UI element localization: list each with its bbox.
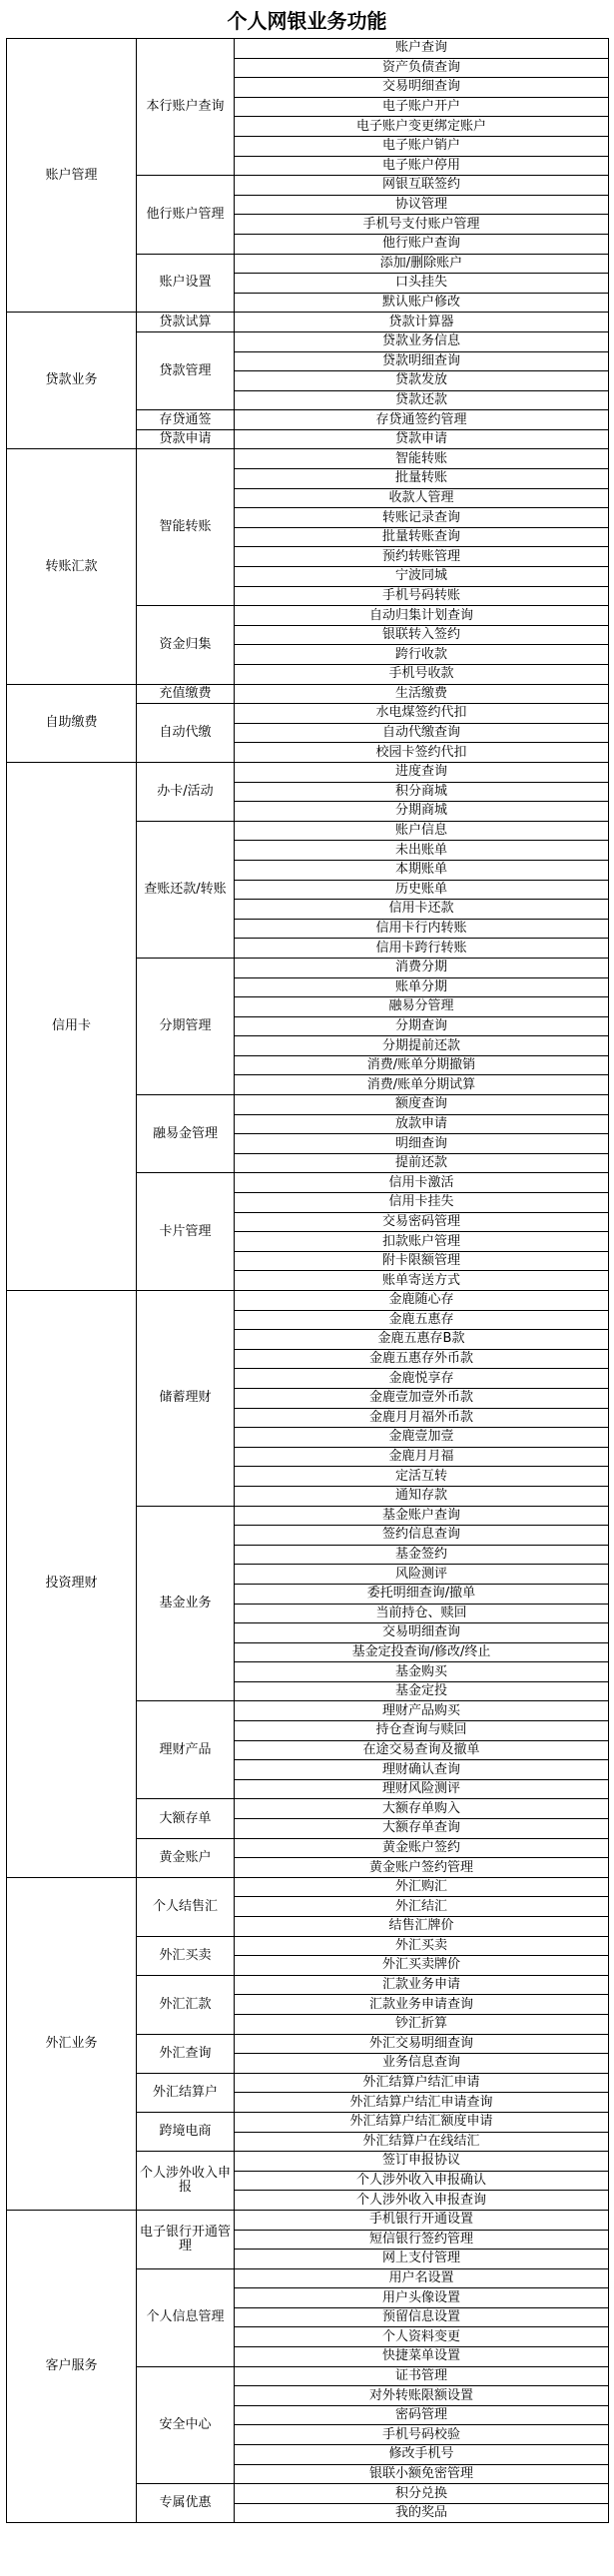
function-cell: 外汇结算户结汇申请查询 — [235, 2093, 609, 2113]
function-cell: 在途交易查询及撤单 — [235, 1740, 609, 1760]
group-cell: 外汇买卖 — [137, 1936, 235, 1975]
function-cell: 账单寄送方式 — [235, 1271, 609, 1291]
function-cell: 金鹿五惠存B款 — [235, 1330, 609, 1350]
function-cell: 基金签约 — [235, 1545, 609, 1565]
function-cell: 分期查询 — [235, 1016, 609, 1036]
function-cell: 对外转账限额设置 — [235, 2386, 609, 2406]
function-cell: 水电煤签约代扣 — [235, 704, 609, 724]
group-cell: 自动代缴 — [137, 704, 235, 763]
group-cell: 办卡/活动 — [137, 762, 235, 821]
category-cell: 信用卡 — [7, 762, 137, 1290]
function-cell: 宁波同城 — [235, 567, 609, 587]
group-cell: 外汇结算户 — [137, 2073, 235, 2112]
function-cell: 金鹿壹加壹外币款 — [235, 1388, 609, 1408]
feature-table-body — [7, 39, 609, 2523]
function-cell: 进度查询 — [235, 762, 609, 782]
group-cell: 跨境电商 — [137, 2112, 235, 2151]
function-cell: 批量转账 — [235, 469, 609, 489]
function-cell: 汇款业务申请查询 — [235, 1995, 609, 2015]
function-cell: 预约转账管理 — [235, 547, 609, 567]
function-cell: 自动归集计划查询 — [235, 606, 609, 626]
function-cell: 协议管理 — [235, 195, 609, 215]
function-cell: 贷款计算器 — [235, 313, 609, 332]
group-cell: 账户设置 — [137, 254, 235, 313]
category-cell: 自助缴费 — [7, 684, 137, 762]
page-title: 个人网银业务功能 — [227, 8, 387, 33]
function-cell: 未出账单 — [235, 841, 609, 861]
function-cell: 积分兑换 — [235, 2484, 609, 2504]
function-cell: 金鹿悦享存 — [235, 1369, 609, 1389]
function-cell: 金鹿五惠存外币款 — [235, 1349, 609, 1369]
group-cell: 安全中心 — [137, 2366, 235, 2484]
function-cell: 基金定投查询/修改/终止 — [235, 1642, 609, 1662]
table-row — [7, 313, 609, 332]
group-cell: 贷款申请 — [137, 429, 235, 449]
function-cell: 理财确认查询 — [235, 1760, 609, 1780]
function-cell: 定活互转 — [235, 1467, 609, 1487]
function-cell: 贷款明细查询 — [235, 351, 609, 371]
function-cell: 金鹿月月福 — [235, 1447, 609, 1467]
function-cell: 本期账单 — [235, 860, 609, 880]
function-cell: 放款申请 — [235, 1114, 609, 1134]
group-cell: 大额存单 — [137, 1799, 235, 1838]
function-cell: 结售汇牌价 — [235, 1917, 609, 1937]
function-cell: 大额存单查询 — [235, 1819, 609, 1839]
group-cell: 个人信息管理 — [137, 2268, 235, 2366]
table-row — [7, 2210, 609, 2230]
function-cell: 汇款业务申请 — [235, 1975, 609, 1995]
function-cell: 理财产品购买 — [235, 1701, 609, 1721]
function-cell: 存贷通签约管理 — [235, 410, 609, 430]
function-cell: 外汇结算户在线结汇 — [235, 2132, 609, 2152]
function-cell: 手机号收款 — [235, 665, 609, 685]
group-cell: 查账还款/转账 — [137, 821, 235, 958]
category-cell: 转账汇款 — [7, 449, 137, 684]
function-cell: 银联转入签约 — [235, 625, 609, 645]
group-cell: 外汇查询 — [137, 2034, 235, 2073]
function-cell: 口头挂失 — [235, 274, 609, 294]
function-cell: 当前持仓、赎回 — [235, 1604, 609, 1623]
function-cell: 交易密码管理 — [235, 1212, 609, 1232]
function-cell: 外汇买卖牌价 — [235, 1956, 609, 1976]
category-cell: 贷款业务 — [7, 313, 137, 449]
group-cell: 个人结售汇 — [137, 1877, 235, 1936]
function-cell: 信用卡跨行转账 — [235, 939, 609, 959]
function-cell: 批量转账查询 — [235, 527, 609, 547]
function-cell: 手机银行开通设置 — [235, 2210, 609, 2230]
function-cell: 预留信息设置 — [235, 2307, 609, 2327]
function-cell: 手机号码校验 — [235, 2425, 609, 2445]
function-cell: 信用卡行内转账 — [235, 919, 609, 939]
group-cell: 他行账户管理 — [137, 176, 235, 254]
group-cell: 个人涉外收入申报 — [137, 2152, 235, 2211]
function-cell: 手机号支付账户管理 — [235, 215, 609, 235]
function-cell: 个人资料变更 — [235, 2327, 609, 2347]
group-cell: 基金业务 — [137, 1506, 235, 1701]
function-cell: 扣款账户管理 — [235, 1232, 609, 1252]
function-cell: 自动代缴查询 — [235, 723, 609, 743]
group-cell: 专属优惠 — [137, 2484, 235, 2523]
function-cell: 金鹿五惠存 — [235, 1310, 609, 1330]
function-cell: 附卡限额管理 — [235, 1251, 609, 1271]
function-cell: 贷款业务信息 — [235, 331, 609, 351]
table-row — [7, 762, 609, 782]
function-cell: 银联小额免密管理 — [235, 2464, 609, 2484]
group-cell: 融易金管理 — [137, 1095, 235, 1173]
function-cell: 外汇结汇 — [235, 1897, 609, 1917]
function-cell: 融易分管理 — [235, 997, 609, 1017]
function-cell: 签订申报协议 — [235, 2152, 609, 2172]
function-cell: 用户头像设置 — [235, 2288, 609, 2308]
function-cell: 个人涉外收入申报确认 — [235, 2171, 609, 2191]
function-cell: 添加/删除账户 — [235, 254, 609, 274]
function-cell: 外汇购汇 — [235, 1877, 609, 1897]
function-cell: 我的奖品 — [235, 2503, 609, 2523]
function-cell: 风险测评 — [235, 1565, 609, 1585]
function-cell: 智能转账 — [235, 449, 609, 469]
function-cell: 账单分期 — [235, 977, 609, 997]
function-cell: 资产负债查询 — [235, 58, 609, 78]
function-cell: 贷款还款 — [235, 390, 609, 410]
group-cell: 卡片管理 — [137, 1173, 235, 1291]
group-cell: 智能转账 — [137, 449, 235, 606]
function-cell: 证书管理 — [235, 2366, 609, 2386]
function-cell: 通知存款 — [235, 1486, 609, 1506]
group-cell: 分期管理 — [137, 958, 235, 1094]
function-cell: 历史账单 — [235, 880, 609, 900]
function-cell: 大额存单购入 — [235, 1799, 609, 1819]
function-cell: 他行账户查询 — [235, 234, 609, 254]
function-cell: 基金购买 — [235, 1662, 609, 1682]
table-row — [7, 684, 609, 704]
function-cell: 密码管理 — [235, 2405, 609, 2425]
function-cell: 电子账户销户 — [235, 136, 609, 156]
table-row — [7, 1877, 609, 1897]
category-cell: 外汇业务 — [7, 1877, 137, 2210]
function-cell: 金鹿壹加壹 — [235, 1428, 609, 1448]
function-cell: 默认账户修改 — [235, 293, 609, 313]
function-cell: 外汇结算户结汇额度申请 — [235, 2112, 609, 2132]
function-cell: 转账记录查询 — [235, 508, 609, 528]
function-cell: 钞汇折算 — [235, 2014, 609, 2034]
group-cell: 理财产品 — [137, 1701, 235, 1799]
function-cell: 消费/账单分期撤销 — [235, 1055, 609, 1075]
group-cell: 贷款试算 — [137, 313, 235, 332]
category-cell: 客户服务 — [7, 2210, 137, 2523]
function-cell: 分期提前还款 — [235, 1036, 609, 1056]
function-cell: 网银互联签约 — [235, 176, 609, 196]
function-cell: 生活缴费 — [235, 684, 609, 704]
function-cell: 信用卡激活 — [235, 1173, 609, 1193]
function-cell: 贷款发放 — [235, 371, 609, 391]
function-cell: 账户查询 — [235, 39, 609, 59]
group-cell: 外汇汇款 — [137, 1975, 235, 2034]
group-cell: 存贷通签 — [137, 410, 235, 430]
function-cell: 理财风险测评 — [235, 1779, 609, 1799]
group-cell: 本行账户查询 — [137, 39, 235, 176]
function-cell: 黄金账户签约管理 — [235, 1858, 609, 1878]
function-cell: 跨行收款 — [235, 645, 609, 665]
function-cell: 贷款申请 — [235, 429, 609, 449]
function-cell: 委托明细查询/撤单 — [235, 1584, 609, 1604]
group-cell: 储蓄理财 — [137, 1291, 235, 1507]
function-cell: 消费分期 — [235, 958, 609, 977]
function-cell: 账户信息 — [235, 821, 609, 841]
function-cell: 分期商城 — [235, 802, 609, 822]
function-cell: 校园卡签约代扣 — [235, 743, 609, 763]
function-cell: 短信银行签约管理 — [235, 2230, 609, 2250]
function-cell: 积分商城 — [235, 782, 609, 802]
function-cell: 信用卡还款 — [235, 900, 609, 920]
function-cell: 签约信息查询 — [235, 1526, 609, 1546]
function-cell: 基金账户查询 — [235, 1506, 609, 1526]
table-row — [7, 449, 609, 469]
function-cell: 金鹿随心存 — [235, 1291, 609, 1311]
table-row — [7, 39, 609, 59]
group-cell: 黄金账户 — [137, 1838, 235, 1877]
function-cell: 修改手机号 — [235, 2445, 609, 2465]
function-cell: 基金定投 — [235, 1681, 609, 1701]
function-cell: 电子账户停用 — [235, 156, 609, 176]
table-row — [7, 1291, 609, 1311]
group-cell: 充值缴费 — [137, 684, 235, 704]
function-cell: 持仓查询与赎回 — [235, 1721, 609, 1741]
group-cell: 电子银行开通管理 — [137, 2210, 235, 2268]
function-cell: 信用卡挂失 — [235, 1193, 609, 1213]
function-cell: 消费/账单分期试算 — [235, 1075, 609, 1095]
category-cell: 账户管理 — [7, 39, 137, 313]
function-cell: 业务信息查询 — [235, 2054, 609, 2074]
function-cell: 快捷菜单设置 — [235, 2347, 609, 2367]
function-cell: 网上支付管理 — [235, 2250, 609, 2269]
function-cell: 明细查询 — [235, 1134, 609, 1154]
feature-table — [6, 38, 609, 2523]
function-cell: 提前还款 — [235, 1153, 609, 1173]
category-cell: 投资理财 — [7, 1291, 137, 1878]
function-cell: 外汇交易明细查询 — [235, 2034, 609, 2054]
function-cell: 交易明细查询 — [235, 1623, 609, 1643]
function-cell: 个人涉外收入申报查询 — [235, 2191, 609, 2211]
function-cell: 金鹿月月福外币款 — [235, 1408, 609, 1428]
function-cell: 额度查询 — [235, 1095, 609, 1115]
function-cell: 黄金账户签约 — [235, 1838, 609, 1858]
function-cell: 外汇结算户结汇申请 — [235, 2073, 609, 2093]
function-cell: 交易明细查询 — [235, 78, 609, 98]
function-cell: 电子账户变更绑定账户 — [235, 117, 609, 137]
group-cell: 贷款管理 — [137, 331, 235, 409]
function-cell: 外汇买卖 — [235, 1936, 609, 1956]
group-cell: 资金归集 — [137, 606, 235, 684]
function-cell: 电子账户开户 — [235, 97, 609, 117]
function-cell: 手机号码转账 — [235, 586, 609, 606]
function-cell: 收款人管理 — [235, 488, 609, 508]
function-cell: 用户名设置 — [235, 2268, 609, 2288]
